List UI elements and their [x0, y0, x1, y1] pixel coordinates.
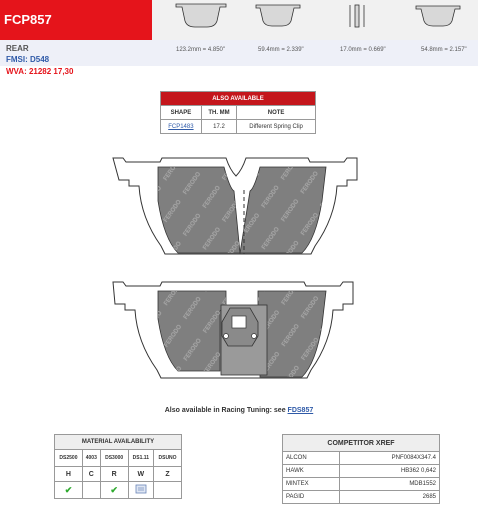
table-row [283, 491, 440, 504]
xref-title: COMPETITOR XREF [283, 435, 440, 452]
dimension-length: 123.2mm = 4.850" [176, 47, 225, 53]
xref-brand: HAWK [283, 465, 340, 478]
material-letter: C [82, 467, 100, 482]
thickness-value: 17.2 [201, 120, 236, 134]
xref-value: MDB1552 [340, 478, 440, 491]
col-thickness: TH. MM [201, 106, 236, 120]
material-code: DS3000 [100, 450, 128, 467]
pad-thumbnails [152, 0, 478, 40]
thumb-back-view [256, 5, 300, 26]
also-available-title: ALSO AVAILABLE [161, 92, 316, 106]
xref-value: 2685 [340, 491, 440, 504]
material-letter: W [128, 467, 153, 482]
material-availability-table [54, 434, 182, 499]
part-code: FCP857 [4, 12, 52, 27]
note-value: Different Spring Clip [237, 120, 316, 134]
racing-link[interactable]: FDS857 [287, 407, 314, 414]
col-note: NOTE [237, 106, 316, 120]
material-letter: R [100, 467, 128, 482]
pad-backing-plate-top [113, 158, 357, 254]
thumbnail-band [152, 0, 478, 40]
pad-drawings [0, 150, 478, 400]
material-title: MATERIAL AVAILABILITY [55, 435, 182, 450]
dimension-height: 59.4mm = 2.339" [258, 47, 304, 53]
material-code: DS2500 [55, 450, 83, 467]
part-code-banner [0, 0, 152, 40]
thumb-front-view [176, 4, 226, 27]
shape-link[interactable]: FCP1483 [168, 123, 194, 130]
xref-brand: MINTEX [283, 478, 340, 491]
table-row [283, 478, 440, 491]
xref-value: HB362 0,642 [340, 465, 440, 478]
dimension-width: 54.8mm = 2.157" [421, 47, 467, 53]
pad-backing-plate-bottom [113, 282, 353, 378]
xref-brand: PAGID [283, 491, 340, 504]
check-icon: ✔ [64, 484, 73, 495]
xref-value: PNF0084X347.4 [340, 452, 440, 465]
material-code: DS1.11 [128, 450, 153, 467]
table-row [283, 452, 440, 465]
material-letter: Z [154, 467, 182, 482]
racing-text: Also available in Racing Tuning: see [164, 407, 286, 414]
competitor-xref-table [282, 434, 440, 504]
material-code: 4003 [82, 450, 100, 467]
thumb-top-view [416, 6, 460, 26]
material-code: DSUNO [154, 450, 182, 467]
racing-tuning-note [0, 407, 478, 414]
document-icon[interactable] [135, 484, 147, 494]
table-row [283, 465, 440, 478]
check-icon: ✔ [110, 484, 118, 495]
thumb-side-view [350, 5, 364, 27]
fmsi-code: FMSI: D548 [6, 55, 50, 64]
dimension-thickness: 17.0mm = 0.669" [340, 47, 386, 53]
also-available-table [160, 91, 316, 134]
dimensions-band [0, 40, 478, 66]
material-letter: H [55, 467, 83, 482]
xref-brand: ALCON [283, 452, 340, 465]
table-row [161, 120, 316, 134]
wva-code: WVA: 21282 17,30 [6, 67, 74, 76]
position-label: REAR [6, 44, 29, 53]
col-shape: SHAPE [161, 106, 202, 120]
